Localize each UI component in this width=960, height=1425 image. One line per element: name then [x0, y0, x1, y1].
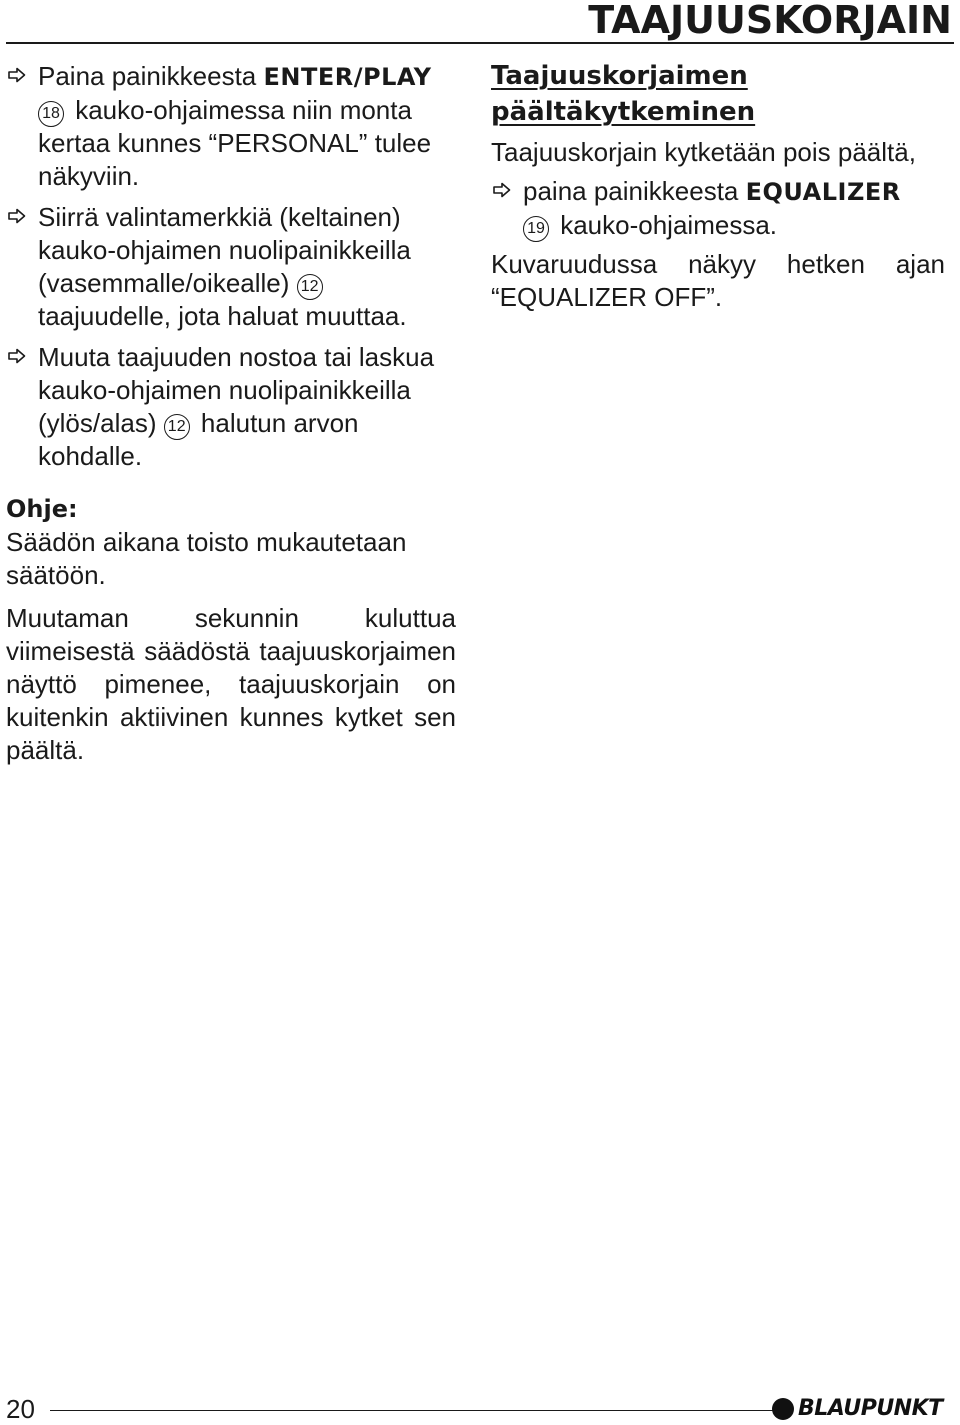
button-name-enter-play: ENTER/PLAY	[263, 63, 432, 91]
button-ref-number: 12	[297, 274, 323, 300]
note-paragraph: Säädön aikana toisto mukautetaan säätöön.	[6, 527, 407, 590]
left-column	[6, 60, 456, 767]
step-3	[6, 341, 456, 473]
button-ref-number: 12	[164, 414, 190, 440]
header-rule	[6, 42, 954, 44]
button-ref-number: 18	[38, 101, 64, 127]
step-text: taajuudelle, jota haluat muuttaa.	[38, 301, 407, 331]
arrow-bullet-icon	[493, 182, 511, 198]
button-name-equalizer: EQUALIZER	[745, 178, 901, 206]
arrow-bullet-icon	[8, 208, 26, 224]
section-paragraph: Kuvaruudussa näkyy hetken ajan “EQUALIZER OFF”.	[491, 249, 945, 312]
step-2	[6, 201, 456, 333]
brand-name: BLAUPUNKT	[798, 1396, 943, 1421]
right-column	[491, 60, 945, 314]
step-1	[6, 60, 456, 193]
step-text: Paina painikkeesta	[38, 61, 264, 91]
button-ref-number: 19	[523, 216, 549, 242]
step-text: paina painikkeesta	[523, 176, 746, 206]
section-intro: Taajuuskorjain kytketään pois päältä,	[491, 137, 916, 167]
step-text: kauko-ohjaimessa niin monta kertaa kunnes “PERSONAL” tulee näkyviin.	[38, 95, 432, 191]
note-paragraph: Muutaman sekunnin kuluttua viimeisestä säädöstä taajuuskorjaimen näyttö pimenee, taajuuskorjain on kuitenkin aktiivinen kunnes kytket sen päältä.	[6, 603, 456, 765]
page-number: 20	[6, 1394, 35, 1424]
step-equalizer-off	[491, 175, 945, 242]
section-heading: Taajuuskorjaimen päältäkytkeminen	[491, 61, 756, 127]
step-text: Siirrä valintamerkkiä (keltainen) kauko-ohjaimen nuolipainikkeilla (vasemmalle/oikealle)	[38, 202, 411, 298]
step-text: kauko-ohjaimessa.	[553, 210, 777, 240]
note-heading: Ohje:	[6, 495, 78, 523]
logo-dot-icon	[772, 1398, 794, 1420]
footer-rule	[50, 1410, 790, 1411]
step-text: Muuta taajuuden nostoa tai laskua kauko-ohjaimen nuolipainikkeilla (ylös/alas)	[38, 342, 435, 438]
page-title: TAAJUUSKORJAIN	[588, 0, 952, 42]
brand-logo	[772, 1396, 943, 1421]
step-text: halutun arvon kohdalle.	[38, 408, 359, 471]
arrow-bullet-icon	[8, 67, 26, 83]
arrow-bullet-icon	[8, 348, 26, 364]
